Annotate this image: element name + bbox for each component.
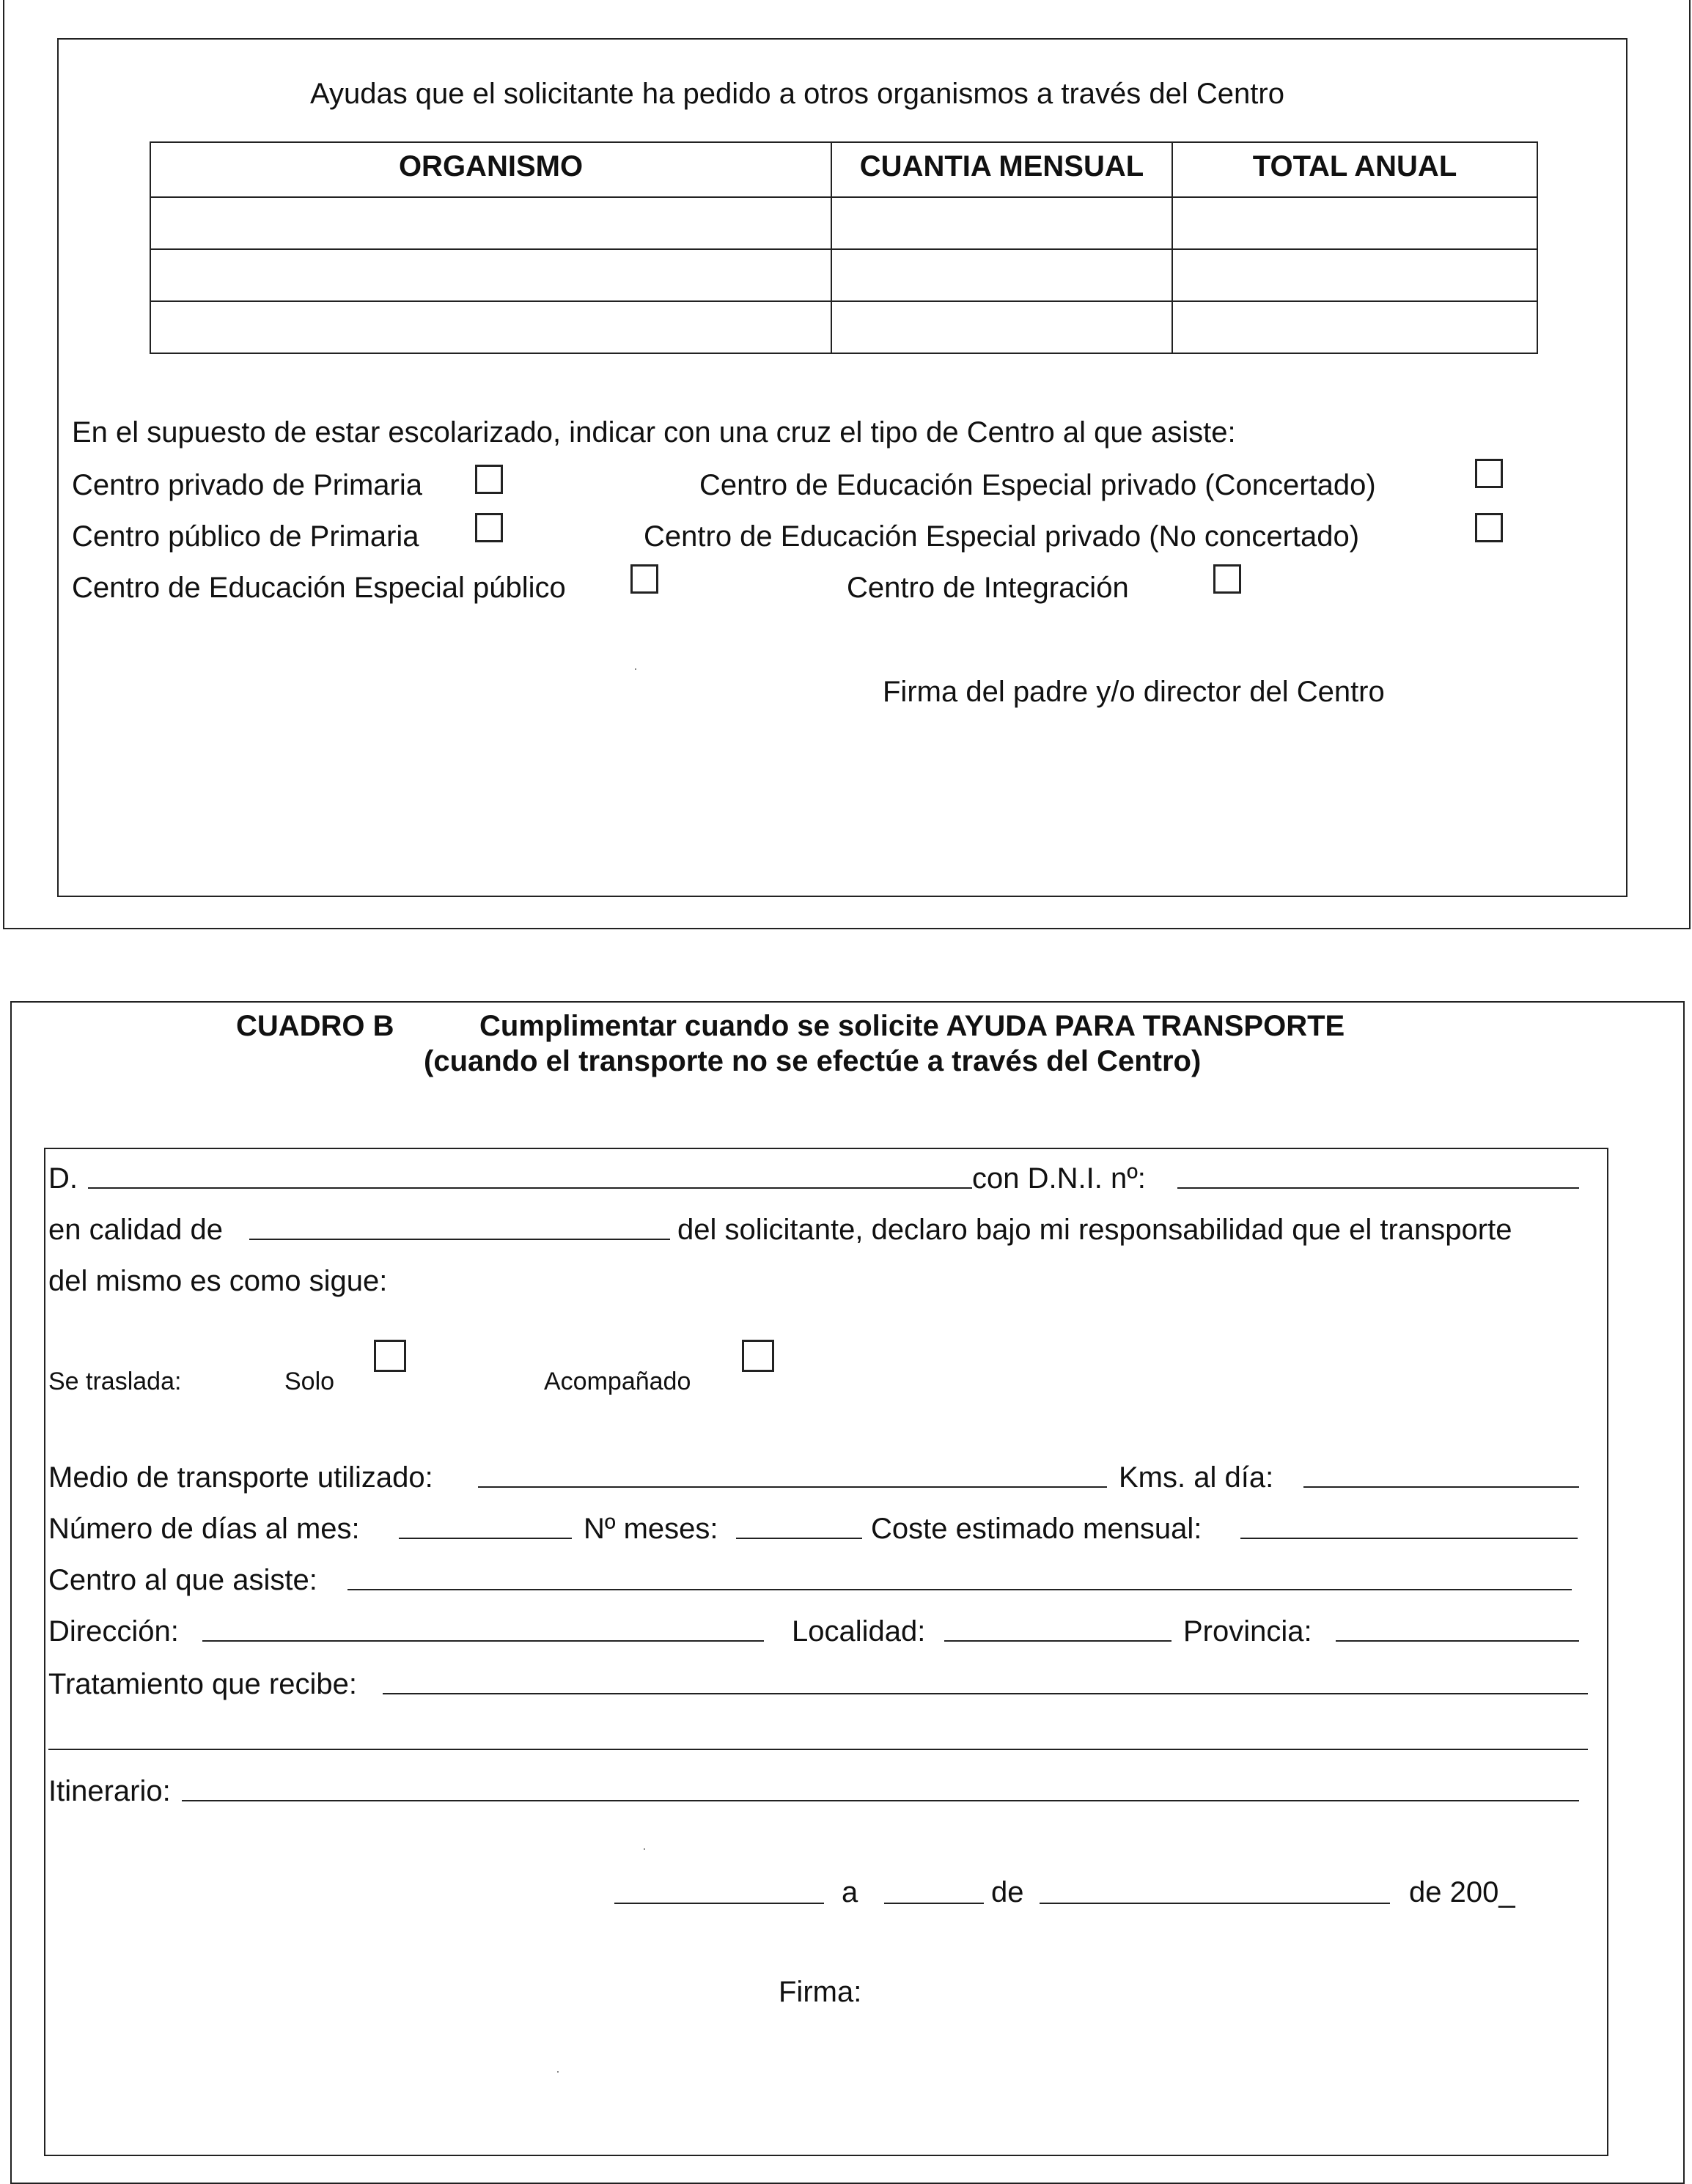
escolarizado-text: En el supuesto de estar escolarizado, indicar con una cruz el tipo de Centro al que asiste: bbox=[72, 416, 1236, 449]
checkbox-especial-concertado[interactable] bbox=[1475, 459, 1503, 488]
option-especial-no-concertado-label: Centro de Educación Especial privado (No concertado) bbox=[644, 520, 1360, 553]
mismo-text: del mismo es como sigue: bbox=[48, 1265, 388, 1297]
ayudas-title: Ayudas que el solicitante ha pedido a otros organismos a través del Centro bbox=[310, 78, 1284, 110]
dni-field[interactable] bbox=[1177, 1187, 1579, 1189]
itinerario-field[interactable] bbox=[182, 1800, 1579, 1801]
option-privado-primaria-label: Centro privado de Primaria bbox=[72, 469, 422, 501]
cuadro-b-label: CUADRO B bbox=[236, 1010, 394, 1042]
cuadro-b-heading: Cumplimentar cuando se solicite AYUDA PARA TRANSPORTE bbox=[479, 1010, 1345, 1042]
month-field[interactable] bbox=[1040, 1903, 1390, 1904]
localidad-label: Localidad: bbox=[792, 1615, 926, 1648]
date-a-label: a bbox=[842, 1876, 858, 1908]
organismo-cell[interactable] bbox=[150, 301, 831, 353]
total-cell[interactable] bbox=[1172, 249, 1537, 301]
checkbox-solo[interactable] bbox=[374, 1340, 406, 1372]
table-row bbox=[150, 301, 1537, 353]
scan-speck bbox=[644, 1848, 645, 1850]
coste-field[interactable] bbox=[1240, 1538, 1578, 1539]
tratamiento-field-line-2[interactable] bbox=[48, 1749, 1588, 1750]
tratamiento-field[interactable] bbox=[383, 1693, 1588, 1694]
checkbox-especial-publico[interactable] bbox=[630, 564, 658, 594]
dias-label: Número de días al mes: bbox=[48, 1513, 360, 1545]
kms-field[interactable] bbox=[1303, 1486, 1579, 1488]
solo-label: Solo bbox=[284, 1368, 335, 1395]
provincia-field[interactable] bbox=[1336, 1640, 1579, 1642]
option-especial-concertado-label: Centro de Educación Especial privado (Concertado) bbox=[699, 469, 1376, 501]
checkbox-publico-primaria[interactable] bbox=[475, 513, 503, 542]
place-field[interactable] bbox=[614, 1903, 824, 1904]
itinerario-label: Itinerario: bbox=[48, 1775, 171, 1807]
medio-field[interactable] bbox=[478, 1486, 1107, 1488]
header-total-anual: TOTAL ANUAL bbox=[1172, 142, 1537, 197]
option-especial-publico-label: Centro de Educación Especial público bbox=[72, 572, 566, 604]
traslada-label: Se traslada: bbox=[48, 1368, 182, 1395]
organismo-cell[interactable] bbox=[150, 197, 831, 249]
table-header-row bbox=[150, 142, 1537, 197]
checkbox-privado-primaria[interactable] bbox=[475, 465, 503, 494]
provincia-label: Provincia: bbox=[1183, 1615, 1312, 1648]
dni-label: con D.N.I. nº: bbox=[972, 1162, 1146, 1195]
total-cell[interactable] bbox=[1172, 197, 1537, 249]
checkbox-acompanado[interactable] bbox=[742, 1340, 774, 1372]
centro-field[interactable] bbox=[347, 1589, 1572, 1590]
checkbox-integracion[interactable] bbox=[1213, 564, 1241, 594]
tratamiento-label: Tratamiento que recibe: bbox=[48, 1668, 357, 1700]
coste-label: Coste estimado mensual: bbox=[871, 1513, 1202, 1545]
cuantia-cell[interactable] bbox=[831, 301, 1172, 353]
firma-label: Firma: bbox=[779, 1976, 862, 2008]
dias-field[interactable] bbox=[399, 1538, 572, 1539]
acompanado-label: Acompañado bbox=[544, 1368, 691, 1395]
kms-label: Kms. al día: bbox=[1119, 1461, 1274, 1494]
meses-field[interactable] bbox=[736, 1538, 862, 1539]
direccion-field[interactable] bbox=[202, 1640, 764, 1642]
calidad-field[interactable] bbox=[249, 1239, 670, 1240]
date-de-label: de bbox=[991, 1876, 1024, 1908]
declaro-text: del solicitante, declaro bajo mi responsabilidad que el transporte bbox=[677, 1214, 1512, 1246]
option-publico-primaria-label: Centro público de Primaria bbox=[72, 520, 419, 553]
meses-label: Nº meses: bbox=[584, 1513, 718, 1545]
header-cuantia-mensual: CUANTIA MENSUAL bbox=[831, 142, 1172, 197]
cuantia-cell[interactable] bbox=[831, 249, 1172, 301]
organismo-cell[interactable] bbox=[150, 249, 831, 301]
table-row bbox=[150, 249, 1537, 301]
cuadro-b-subheading: (cuando el transporte no se efectúe a través del Centro) bbox=[424, 1045, 1202, 1077]
total-cell[interactable] bbox=[1172, 301, 1537, 353]
date-year-label: de 200_ bbox=[1409, 1876, 1515, 1908]
centro-label: Centro al que asiste: bbox=[48, 1564, 317, 1596]
checkbox-especial-no-concertado[interactable] bbox=[1475, 513, 1503, 542]
firma-padre-label: Firma del padre y/o director del Centro bbox=[883, 676, 1385, 708]
calidad-label: en calidad de bbox=[48, 1214, 223, 1246]
option-integracion-label: Centro de Integración bbox=[847, 572, 1129, 604]
direccion-label: Dirección: bbox=[48, 1615, 179, 1648]
day-field[interactable] bbox=[884, 1903, 984, 1904]
header-organismo: ORGANISMO bbox=[150, 142, 831, 197]
table-row bbox=[150, 197, 1537, 249]
scan-speck bbox=[635, 668, 636, 670]
medio-label: Medio de transporte utilizado: bbox=[48, 1461, 433, 1494]
d-label: D. bbox=[48, 1162, 78, 1195]
cuantia-cell[interactable] bbox=[831, 197, 1172, 249]
scan-speck bbox=[557, 2071, 559, 2073]
ayudas-table bbox=[150, 141, 1538, 354]
localidad-field[interactable] bbox=[944, 1640, 1171, 1642]
nombre-field[interactable] bbox=[88, 1187, 972, 1189]
